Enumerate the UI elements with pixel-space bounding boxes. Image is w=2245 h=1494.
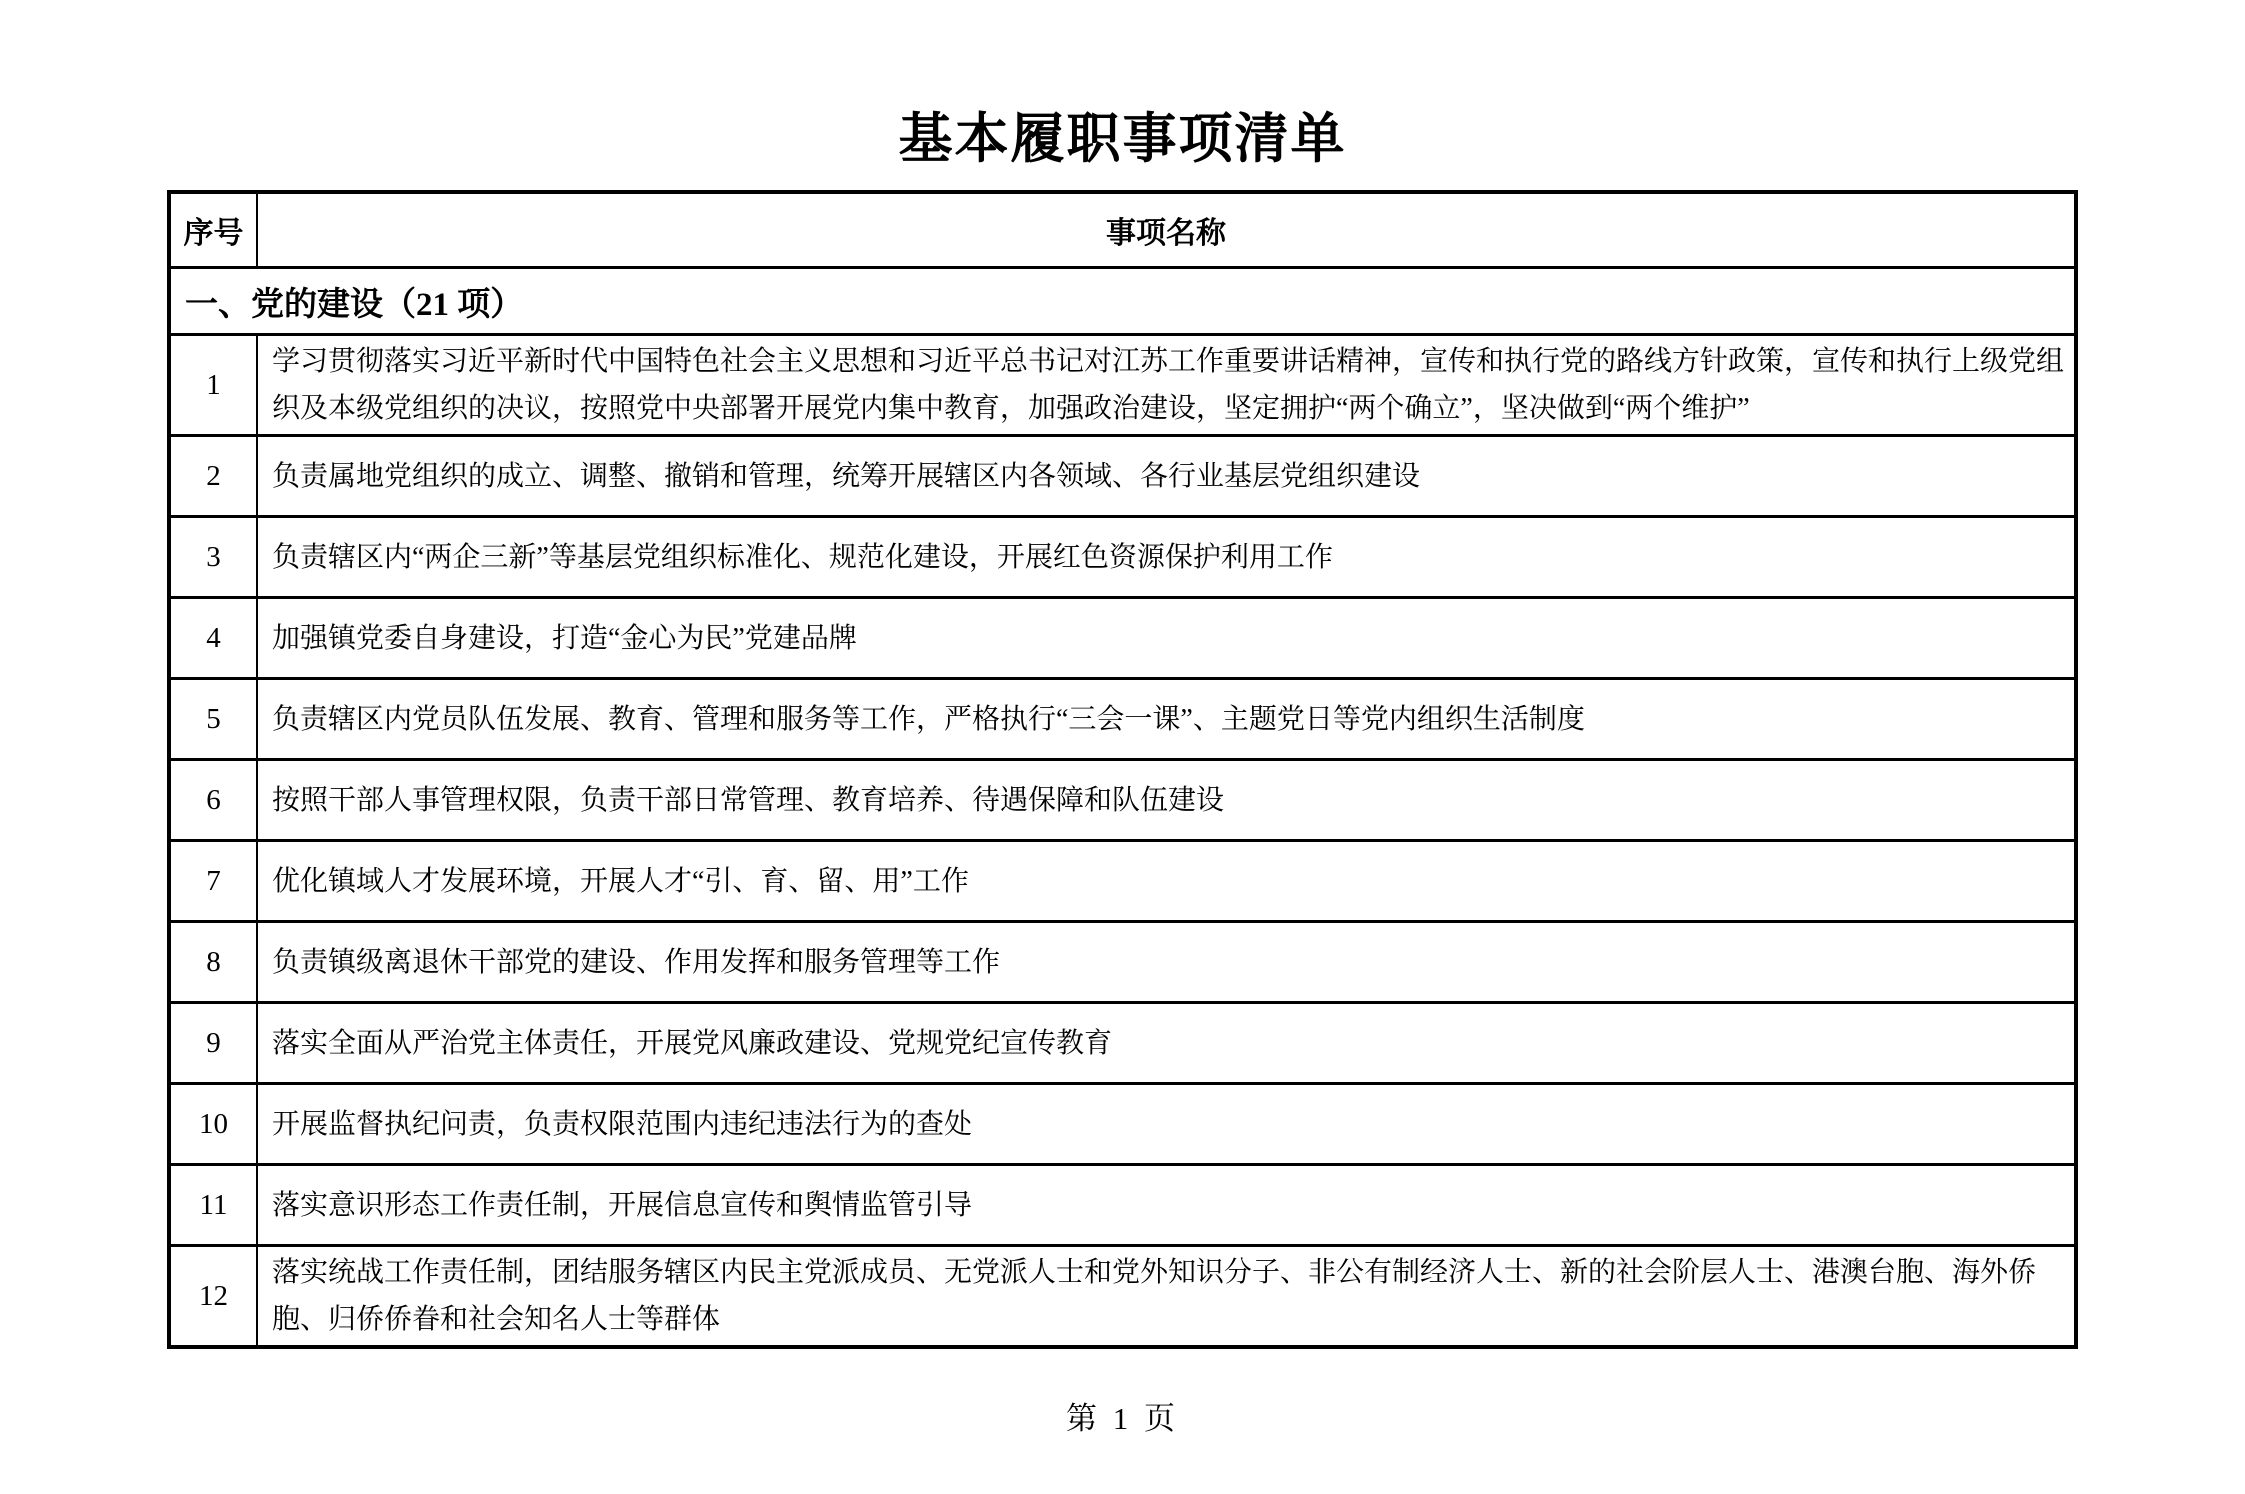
column-header-index: 序号: [169, 192, 257, 268]
row-number: 11: [169, 1165, 257, 1246]
table-row: [169, 841, 2076, 922]
section-header-row: [169, 268, 2076, 335]
page-number: 第 1 页: [1066, 1401, 1179, 1436]
table-row: [169, 1084, 2076, 1165]
row-text: 落实统战工作责任制，团结服务辖区内民主党派成员、无党派人士和党外知识分子、非公有制经济人士、新的社会阶层人士、港澳台胞、海外侨胞、归侨侨眷和社会知名人士等群体: [257, 1246, 2076, 1348]
row-text: 优化镇域人才发展环境，开展人才“引、育、留、用”工作: [257, 841, 2076, 922]
row-number: 8: [169, 922, 257, 1003]
row-text: 落实全面从严治党主体责任，开展党风廉政建设、党规党纪宣传教育: [257, 1003, 2076, 1084]
table-row: [169, 1246, 2076, 1348]
row-number: 7: [169, 841, 257, 922]
row-text: 学习贯彻落实习近平新时代中国特色社会主义思想和习近平总书记对江苏工作重要讲话精神，宣传和执行党的路线方针政策，宣传和执行上级党组织及本级党组织的决议，按照党中央部署开展党内集中教育，加强政治建设，坚定拥护“两个确立”，坚决做到“两个维护”: [257, 335, 2076, 436]
row-text: 开展监督执纪问责，负责权限范围内违纪违法行为的查处: [257, 1084, 2076, 1165]
table-row: [169, 922, 2076, 1003]
column-header-name: 事项名称: [257, 192, 2076, 268]
row-number: 10: [169, 1084, 257, 1165]
table-row: [169, 1003, 2076, 1084]
table-row: [169, 679, 2076, 760]
row-number: 12: [169, 1246, 257, 1348]
table-row: [169, 598, 2076, 679]
row-number: 1: [169, 335, 257, 436]
row-number: 5: [169, 679, 257, 760]
row-text: 负责辖区内党员队伍发展、教育、管理和服务等工作，严格执行“三会一课”、主题党日等党内组织生活制度: [257, 679, 2076, 760]
section-title: 一、党的建设（21 项）: [169, 268, 2076, 335]
row-text: 负责属地党组织的成立、调整、撤销和管理，统筹开展辖区内各领域、各行业基层党组织建设: [257, 436, 2076, 517]
row-number: 4: [169, 598, 257, 679]
page-title: 基本履职事项清单: [898, 109, 1347, 169]
duties-table: [167, 190, 2078, 1349]
row-text: 负责镇级离退休干部党的建设、作用发挥和服务管理等工作: [257, 922, 2076, 1003]
table-row: [169, 517, 2076, 598]
table-row: [169, 760, 2076, 841]
table-row: [169, 335, 2076, 436]
table-row: [169, 1165, 2076, 1246]
row-text: 落实意识形态工作责任制，开展信息宣传和舆情监管引导: [257, 1165, 2076, 1246]
row-number: 6: [169, 760, 257, 841]
row-number: 9: [169, 1003, 257, 1084]
row-text: 加强镇党委自身建设，打造“金心为民”党建品牌: [257, 598, 2076, 679]
row-text: 按照干部人事管理权限，负责干部日常管理、教育培养、待遇保障和队伍建设: [257, 760, 2076, 841]
row-number: 3: [169, 517, 257, 598]
table-header-row: [169, 192, 2076, 268]
row-number: 2: [169, 436, 257, 517]
table-row: [169, 436, 2076, 517]
items-body: [169, 268, 2076, 1348]
row-text: 负责辖区内“两企三新”等基层党组织标准化、规范化建设，开展红色资源保护利用工作: [257, 517, 2076, 598]
